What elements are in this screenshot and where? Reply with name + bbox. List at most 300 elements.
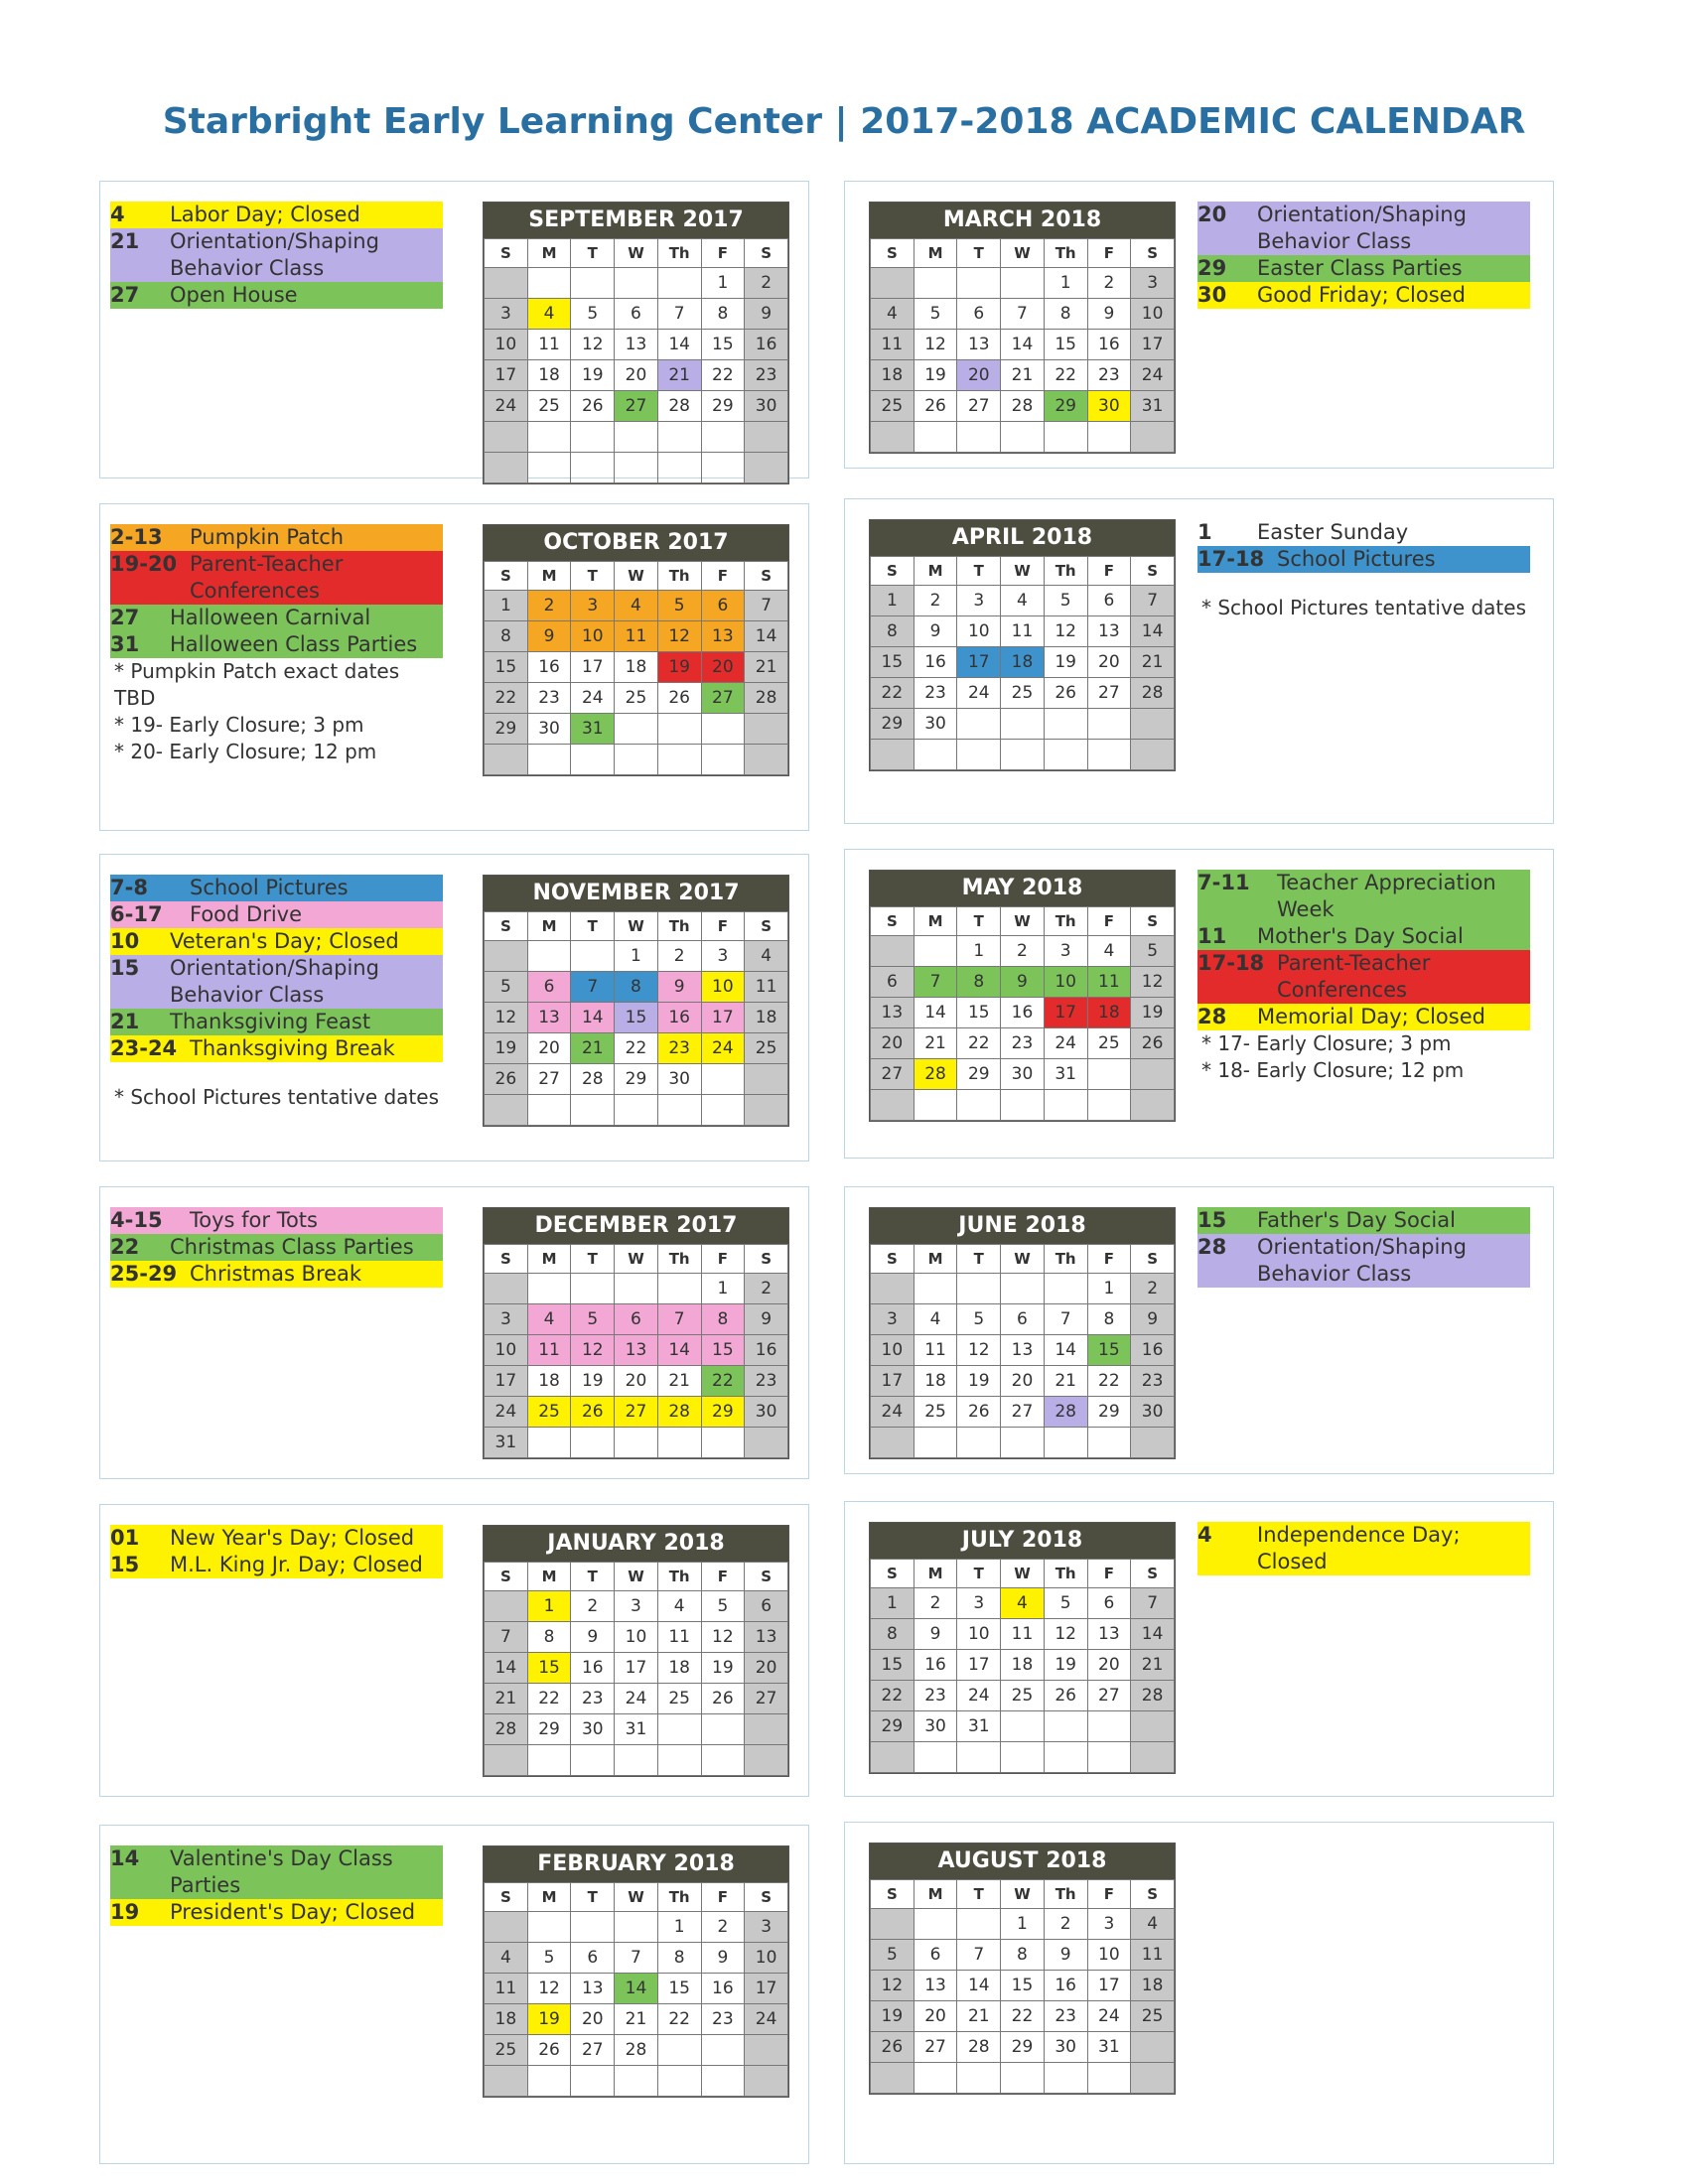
day-cell: 5 (1044, 586, 1087, 616)
day-cell: 15 (701, 330, 745, 360)
weekday-label: F (701, 912, 745, 941)
day-cell: 20 (871, 1028, 914, 1059)
month-title: DECEMBER 2017 (484, 1208, 788, 1244)
day-cell (571, 745, 615, 775)
day-cell: 14 (1044, 1335, 1087, 1366)
weekday-label: M (914, 1245, 957, 1274)
day-cell (1087, 709, 1131, 740)
event-item (110, 875, 443, 901)
day-cell: 2 (1001, 936, 1045, 967)
weekday-label: W (1001, 557, 1045, 586)
week-row (871, 1274, 1175, 1304)
day-cell: 24 (701, 1033, 745, 1064)
event-item (110, 1899, 443, 1926)
day-cell: 17 (1044, 998, 1087, 1028)
day-cell: 18 (745, 1003, 788, 1033)
day-cell: 24 (1087, 2001, 1131, 2032)
day-cell: 25 (485, 2035, 528, 2066)
day-cell: 5 (657, 591, 701, 621)
event-item (110, 228, 443, 282)
day-cell (1131, 1059, 1175, 1090)
month-grid (484, 1882, 788, 2097)
day-cell: 27 (701, 683, 745, 714)
day-cell: 30 (1087, 391, 1131, 422)
day-cell (745, 422, 788, 453)
day-cell (1087, 1742, 1131, 1773)
day-cell: 1 (1087, 1274, 1131, 1304)
day-cell: 7 (957, 1940, 1001, 1971)
day-cell: 21 (1044, 1366, 1087, 1397)
day-cell: 17 (1087, 1971, 1131, 2001)
month-panel (99, 503, 809, 831)
day-cell: 30 (1001, 1059, 1045, 1090)
event-item (110, 901, 443, 928)
event-date: 31 (110, 632, 140, 656)
month-title: OCTOBER 2017 (484, 525, 788, 561)
event-item (1197, 519, 1530, 546)
day-cell (615, 1745, 658, 1776)
day-cell: 1 (527, 1591, 571, 1622)
month-panel (844, 498, 1554, 824)
day-cell: 14 (1131, 616, 1175, 647)
day-cell (657, 2066, 701, 2097)
day-cell: 1 (657, 1912, 701, 1943)
day-cell (1044, 1090, 1087, 1121)
weekday-label: S (871, 239, 914, 268)
day-cell (527, 268, 571, 299)
weekday-label: F (1087, 239, 1131, 268)
weekday-label: T (957, 907, 1001, 936)
week-row (871, 1711, 1175, 1742)
month-calendar (483, 524, 789, 776)
weekday-label: T (571, 562, 615, 591)
day-cell: 16 (527, 652, 571, 683)
month-grid (870, 906, 1175, 1121)
event-text: Independence Day; Closed (1257, 1523, 1461, 1573)
weekday-label: W (615, 1245, 658, 1274)
day-cell: 27 (871, 1059, 914, 1090)
day-cell: 13 (745, 1622, 788, 1653)
week-row (871, 1742, 1175, 1773)
day-cell (1044, 1274, 1087, 1304)
day-cell: 10 (1044, 967, 1087, 998)
day-cell (957, 1274, 1001, 1304)
day-cell: 6 (1001, 1304, 1045, 1335)
day-cell (1087, 740, 1131, 770)
event-item (1197, 255, 1530, 282)
month-grid (870, 238, 1175, 453)
day-cell: 29 (485, 714, 528, 745)
day-cell: 20 (615, 1366, 658, 1397)
day-cell: 31 (957, 1711, 1001, 1742)
day-cell: 9 (527, 621, 571, 652)
day-cell: 17 (701, 1003, 745, 1033)
day-cell (1001, 709, 1045, 740)
day-cell: 12 (1131, 967, 1175, 998)
day-cell: 27 (615, 1397, 658, 1428)
day-cell (657, 1274, 701, 1304)
day-cell (615, 745, 658, 775)
day-cell: 2 (1131, 1274, 1175, 1304)
week-row (485, 1033, 788, 1064)
day-cell: 12 (571, 330, 615, 360)
day-cell: 24 (485, 1397, 528, 1428)
event-note: * 19- Early Closure; 3 pm (114, 713, 364, 737)
day-cell: 21 (615, 2004, 658, 2035)
day-cell: 13 (571, 1974, 615, 2004)
day-cell: 26 (1131, 1028, 1175, 1059)
day-cell: 19 (527, 2004, 571, 2035)
day-cell: 22 (1087, 1366, 1131, 1397)
event-list (110, 875, 443, 1111)
day-cell: 14 (914, 998, 957, 1028)
day-cell: 6 (914, 1940, 957, 1971)
day-cell (615, 1095, 658, 1126)
event-date: 30 (1197, 283, 1227, 307)
day-cell (1001, 740, 1045, 770)
day-cell (914, 1742, 957, 1773)
event-date: 6-17 (110, 902, 163, 926)
weekday-row (485, 1563, 788, 1591)
weekday-label: S (871, 907, 914, 936)
week-row (485, 2066, 788, 2097)
day-cell (914, 740, 957, 770)
day-cell: 28 (615, 2035, 658, 2066)
day-cell: 18 (527, 1366, 571, 1397)
day-cell: 4 (914, 1304, 957, 1335)
day-cell: 26 (571, 1397, 615, 1428)
week-row (871, 936, 1175, 967)
day-cell: 29 (701, 391, 745, 422)
day-cell: 25 (615, 683, 658, 714)
day-cell: 5 (1044, 1588, 1087, 1619)
event-note: * Pumpkin Patch exact dates TBD (114, 659, 400, 710)
event-text: Parent-Teacher Conferences (190, 552, 344, 603)
day-cell (571, 268, 615, 299)
day-cell (1131, 2032, 1175, 2063)
weekday-label: M (527, 1245, 571, 1274)
day-cell (1001, 1742, 1045, 1773)
weekday-label: M (527, 239, 571, 268)
day-cell: 7 (485, 1622, 528, 1653)
day-cell: 30 (745, 391, 788, 422)
day-cell: 2 (914, 1588, 957, 1619)
day-cell: 30 (914, 1711, 957, 1742)
event-item (110, 551, 443, 605)
day-cell: 1 (701, 1274, 745, 1304)
week-row (485, 621, 788, 652)
event-date: 17-18 (1197, 547, 1265, 571)
event-item (110, 605, 443, 631)
event-date: 27 (110, 283, 140, 307)
day-cell: 13 (701, 621, 745, 652)
week-row (871, 998, 1175, 1028)
day-cell (657, 2035, 701, 2066)
day-cell: 14 (485, 1653, 528, 1684)
week-row (871, 647, 1175, 678)
day-cell: 12 (657, 621, 701, 652)
day-cell: 4 (871, 299, 914, 330)
day-cell: 15 (871, 1650, 914, 1681)
day-cell: 4 (1087, 936, 1131, 967)
day-cell: 22 (1001, 2001, 1045, 2032)
week-row (485, 1591, 788, 1622)
week-row (871, 1335, 1175, 1366)
month-calendar (869, 202, 1176, 454)
day-cell: 11 (1001, 1619, 1045, 1650)
day-cell (914, 1090, 957, 1121)
day-cell (657, 1095, 701, 1126)
day-cell: 26 (914, 391, 957, 422)
day-cell: 22 (485, 683, 528, 714)
event-text: Orientation/Shaping Behavior Class (170, 956, 379, 1007)
month-calendar (869, 1843, 1176, 2095)
day-cell: 24 (485, 391, 528, 422)
weekday-row (485, 239, 788, 268)
day-cell: 14 (745, 621, 788, 652)
day-cell: 20 (527, 1033, 571, 1064)
day-cell: 11 (1001, 616, 1045, 647)
weekday-row (485, 562, 788, 591)
weekday-label: W (615, 912, 658, 941)
day-cell: 7 (914, 967, 957, 998)
day-cell (745, 453, 788, 483)
day-cell: 22 (615, 1033, 658, 1064)
weekday-row (871, 557, 1175, 586)
month-calendar (483, 1845, 789, 2098)
event-text: Christmas Break (190, 1262, 362, 1286)
day-cell (871, 1090, 914, 1121)
week-row (485, 652, 788, 683)
day-cell: 22 (1044, 360, 1087, 391)
day-cell (701, 453, 745, 483)
day-cell: 9 (914, 616, 957, 647)
day-cell: 17 (615, 1653, 658, 1684)
day-cell: 27 (615, 391, 658, 422)
event-text: Orientation/Shaping Behavior Class (1257, 1235, 1467, 1286)
day-cell: 23 (745, 360, 788, 391)
day-cell: 31 (485, 1428, 528, 1458)
week-row (485, 1335, 788, 1366)
event-item (110, 1009, 443, 1035)
day-cell (527, 941, 571, 972)
week-row (485, 1274, 788, 1304)
weekday-label: F (701, 239, 745, 268)
event-date: 28 (1197, 1005, 1227, 1028)
day-cell: 12 (701, 1622, 745, 1653)
weekday-label: S (871, 1880, 914, 1909)
day-cell: 11 (871, 330, 914, 360)
day-cell: 19 (701, 1653, 745, 1684)
day-cell (1131, 422, 1175, 453)
day-cell (745, 2066, 788, 2097)
day-cell: 29 (1044, 391, 1087, 422)
weekday-label: S (871, 1560, 914, 1588)
event-item (1197, 950, 1530, 1004)
event-note: * 17- Early Closure; 3 pm (1201, 1031, 1452, 1055)
weekday-label: T (957, 1245, 1001, 1274)
day-cell: 13 (527, 1003, 571, 1033)
event-text: New Year's Day; Closed (170, 1526, 415, 1550)
month-grid (870, 556, 1175, 770)
event-note (1197, 573, 1530, 595)
week-row (871, 1588, 1175, 1619)
day-cell: 5 (871, 1940, 914, 1971)
week-row (485, 1622, 788, 1653)
weekday-label: T (957, 1880, 1001, 1909)
day-cell (527, 1745, 571, 1776)
week-row (871, 330, 1175, 360)
day-cell: 21 (1131, 1650, 1175, 1681)
day-cell: 22 (701, 1366, 745, 1397)
week-row (871, 360, 1175, 391)
weekday-label: W (1001, 907, 1045, 936)
event-text: Orientation/Shaping Behavior Class (170, 229, 379, 280)
day-cell: 3 (1131, 268, 1175, 299)
month-title: AUGUST 2018 (870, 1843, 1175, 1879)
event-date: 14 (110, 1846, 140, 1870)
day-cell (1087, 1711, 1131, 1742)
day-cell (957, 709, 1001, 740)
day-cell: 23 (745, 1366, 788, 1397)
day-cell (871, 1428, 914, 1458)
weekday-label: S (1131, 1245, 1175, 1274)
day-cell: 15 (1087, 1335, 1131, 1366)
month-title: MAY 2018 (870, 871, 1175, 906)
day-cell (745, 1428, 788, 1458)
day-cell (701, 745, 745, 775)
weekday-label: M (527, 562, 571, 591)
day-cell: 15 (485, 652, 528, 683)
day-cell: 31 (615, 1714, 658, 1745)
day-cell (615, 714, 658, 745)
day-cell: 26 (701, 1684, 745, 1714)
weekday-label: T (571, 1245, 615, 1274)
weekday-label: M (914, 557, 957, 586)
day-cell: 12 (527, 1974, 571, 2004)
weekday-label: S (871, 1245, 914, 1274)
day-cell: 16 (701, 1974, 745, 2004)
event-text: Good Friday; Closed (1257, 283, 1466, 307)
event-date: 19-20 (110, 552, 178, 576)
day-cell (1044, 1742, 1087, 1773)
event-item (110, 1845, 443, 1899)
day-cell: 1 (1044, 268, 1087, 299)
month-title: JANUARY 2018 (484, 1526, 788, 1562)
day-cell (527, 1428, 571, 1458)
day-cell (871, 740, 914, 770)
day-cell (701, 1428, 745, 1458)
day-cell (527, 1095, 571, 1126)
day-cell: 14 (615, 1974, 658, 2004)
event-note: * School Pictures tentative dates (114, 1085, 440, 1109)
event-item (110, 1552, 443, 1578)
day-cell: 13 (1001, 1335, 1045, 1366)
day-cell: 19 (571, 1366, 615, 1397)
week-row (871, 1304, 1175, 1335)
day-cell: 2 (527, 591, 571, 621)
event-text: Orientation/Shaping Behavior Class (1257, 203, 1467, 253)
day-cell (914, 1274, 957, 1304)
day-cell: 4 (1001, 1588, 1045, 1619)
day-cell (957, 740, 1001, 770)
event-date: 15 (110, 1553, 140, 1576)
day-cell: 28 (571, 1064, 615, 1095)
day-cell: 3 (1087, 1909, 1131, 1940)
day-cell: 8 (1087, 1304, 1131, 1335)
day-cell (871, 2063, 914, 2094)
day-cell: 21 (957, 2001, 1001, 2032)
month-title: APRIL 2018 (870, 520, 1175, 556)
week-row (871, 1681, 1175, 1711)
day-cell (914, 422, 957, 453)
event-date: 21 (110, 229, 140, 253)
day-cell: 19 (571, 360, 615, 391)
day-cell: 20 (615, 360, 658, 391)
day-cell: 1 (957, 936, 1001, 967)
day-cell: 26 (571, 391, 615, 422)
week-row (485, 391, 788, 422)
day-cell (1001, 422, 1045, 453)
weekday-label: S (485, 1883, 528, 1912)
day-cell: 8 (701, 1304, 745, 1335)
month-calendar (869, 1522, 1176, 1774)
day-cell: 30 (527, 714, 571, 745)
weekday-label: Th (1044, 1880, 1087, 1909)
weekday-label: M (527, 1563, 571, 1591)
day-cell (657, 1745, 701, 1776)
day-cell: 14 (1131, 1619, 1175, 1650)
day-cell: 15 (657, 1974, 701, 2004)
day-cell (745, 1064, 788, 1095)
day-cell (485, 422, 528, 453)
day-cell: 9 (1087, 299, 1131, 330)
day-cell: 25 (745, 1033, 788, 1064)
weekday-label: T (571, 1563, 615, 1591)
event-item (110, 282, 443, 309)
day-cell: 6 (871, 967, 914, 998)
day-cell: 17 (571, 652, 615, 683)
weekday-row (485, 912, 788, 941)
day-cell: 9 (657, 972, 701, 1003)
day-cell (615, 422, 658, 453)
day-cell: 4 (527, 1304, 571, 1335)
event-item (1197, 202, 1530, 255)
event-item (110, 1261, 443, 1288)
event-text: Thanksgiving Break (190, 1036, 395, 1060)
day-cell: 1 (871, 1588, 914, 1619)
weekday-label: F (701, 1245, 745, 1274)
day-cell: 4 (1001, 586, 1045, 616)
event-list (110, 1845, 443, 1926)
day-cell: 2 (745, 268, 788, 299)
month-panel (844, 1822, 1554, 2164)
day-cell: 10 (1087, 1940, 1131, 1971)
weekday-label: S (1131, 1880, 1175, 1909)
day-cell: 17 (957, 647, 1001, 678)
day-cell: 26 (1044, 1681, 1087, 1711)
day-cell (527, 2066, 571, 2097)
day-cell (871, 422, 914, 453)
event-item (1197, 1207, 1530, 1234)
day-cell: 3 (871, 1304, 914, 1335)
day-cell: 8 (615, 972, 658, 1003)
day-cell: 24 (571, 683, 615, 714)
week-row (871, 1650, 1175, 1681)
day-cell: 15 (957, 998, 1001, 1028)
day-cell: 29 (1001, 2032, 1045, 2063)
day-cell: 27 (1087, 678, 1131, 709)
